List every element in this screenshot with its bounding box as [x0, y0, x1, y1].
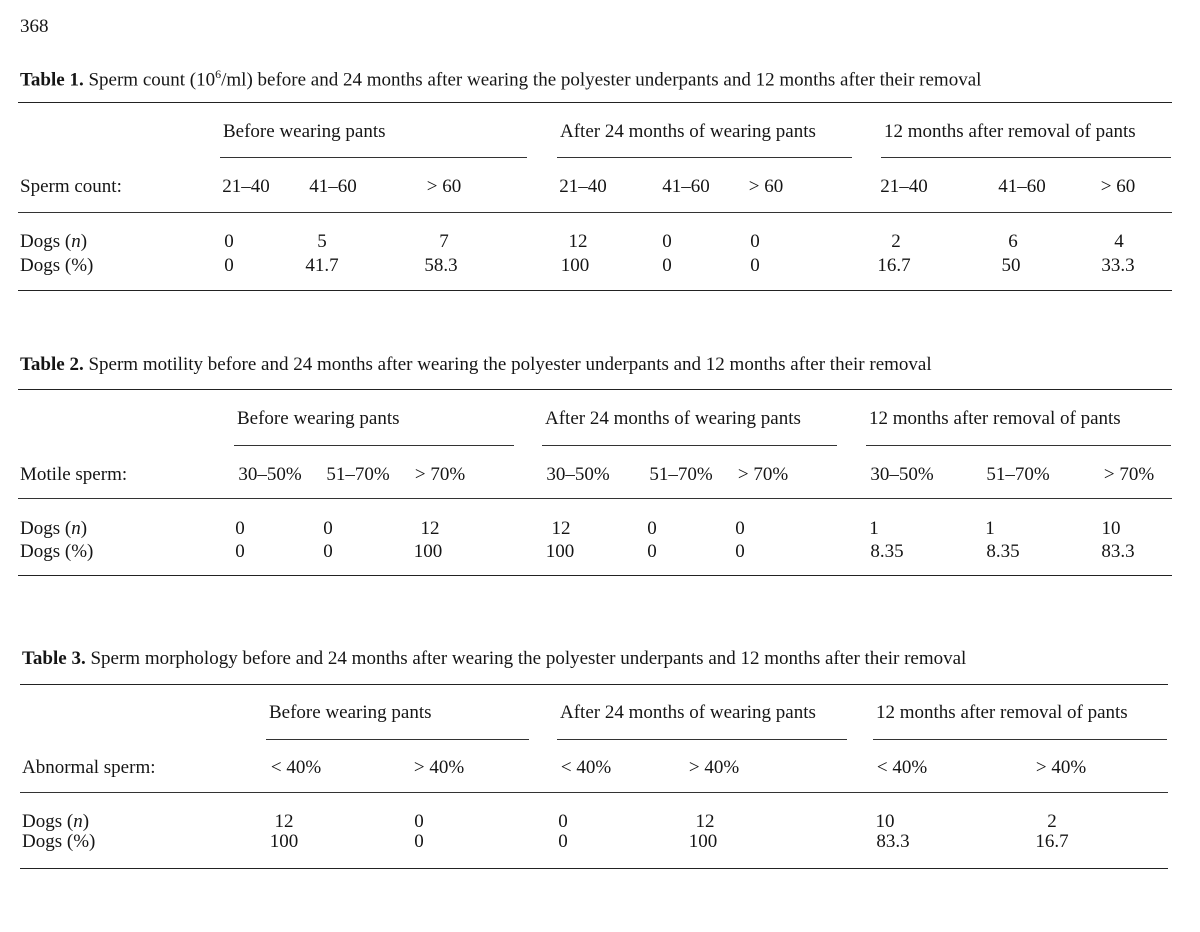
- table3-cell-n: 12: [274, 811, 294, 832]
- table2-header-rule: [18, 498, 1172, 499]
- table3-subcol: < 40%: [560, 757, 612, 778]
- table3-group-rule-after24: [557, 739, 847, 740]
- table2-cell-n: 0: [235, 518, 245, 539]
- table2-caption-label: Table 2.: [20, 354, 84, 375]
- table1-group-rule-before: [220, 157, 527, 158]
- table1-group-before: Before wearing pants: [223, 121, 386, 142]
- table2-subcol: > 70%: [737, 464, 789, 485]
- table2-cell-n: 0: [323, 518, 333, 539]
- table1-cell-pct: 0: [662, 255, 672, 276]
- table1-cell-n: 7: [439, 231, 449, 252]
- table1-cell-n: 12: [568, 231, 588, 252]
- table1-cell-n: 2: [891, 231, 901, 252]
- table2-cell-pct: 0: [323, 541, 333, 562]
- table2-group-removal: 12 months after removal of pants: [869, 408, 1121, 429]
- table2-group-rule-removal: [866, 445, 1171, 446]
- table1-cell-pct: 41.7: [305, 255, 339, 276]
- table3-group-removal: 12 months after removal of pants: [876, 702, 1128, 723]
- table2-cell-n: 10: [1101, 518, 1121, 539]
- table2-bottom-rule: [18, 575, 1172, 576]
- table1-cell-pct: 0: [224, 255, 234, 276]
- table3-cell-pct: 16.7: [1035, 831, 1069, 852]
- table2-row-header: Motile sperm:: [20, 464, 128, 485]
- table1-subcol: > 60: [748, 176, 784, 197]
- table2-cell-pct: 8.35: [986, 541, 1020, 562]
- table3-cell-pct: 0: [558, 831, 568, 852]
- table1-subcol: > 60: [426, 176, 462, 197]
- table1-subcol: 41–60: [998, 176, 1046, 197]
- table1-cell-pct: 33.3: [1101, 255, 1135, 276]
- table3-cell-n: 12: [695, 811, 715, 832]
- table1-group-after24: After 24 months of wearing pants: [560, 121, 816, 142]
- table1-bottom-rule: [18, 290, 1172, 291]
- table2-group-before: Before wearing pants: [237, 408, 400, 429]
- table2-cell-n: 1: [985, 518, 995, 539]
- table3-top-rule: [20, 684, 1168, 685]
- table3-group-after24: After 24 months of wearing pants: [560, 702, 816, 723]
- table2-subcol: 30–50%: [546, 464, 610, 485]
- table3-row-label-n: Dogs (n): [22, 811, 90, 832]
- table1-subcol: 41–60: [309, 176, 357, 197]
- table2-subcol: 30–50%: [870, 464, 934, 485]
- table1-cell-n: 0: [224, 231, 234, 252]
- table3-header-rule: [20, 792, 1168, 793]
- table2-group-after24: After 24 months of wearing pants: [545, 408, 801, 429]
- table2-cell-n: 1: [869, 518, 879, 539]
- table3-cell-pct: 100: [269, 831, 299, 852]
- table3-cell-pct: 100: [688, 831, 718, 852]
- table2-group-rule-after24: [542, 445, 837, 446]
- table3-caption-text: Sperm morphology before and 24 months after wearing the polyester underpants and 12 months after their removal: [85, 648, 967, 669]
- table3-bottom-rule: [20, 868, 1168, 869]
- table2-cell-pct: 0: [235, 541, 245, 562]
- table2-cell-pct: 83.3: [1101, 541, 1135, 562]
- table1-row-label-n: Dogs (n): [20, 231, 88, 252]
- table1-cell-n: 6: [1008, 231, 1018, 252]
- table2-subcol: > 70%: [414, 464, 466, 485]
- table3-caption-label: Table 3.: [22, 648, 86, 669]
- table2-subcol: 51–70%: [986, 464, 1050, 485]
- table2-subcol: 30–50%: [238, 464, 302, 485]
- table1-cell-pct: 50: [1001, 255, 1021, 276]
- table1-subcol: 21–40: [880, 176, 928, 197]
- table2-row-label-pct: Dogs (%): [20, 541, 94, 562]
- table3-cell-n: 0: [558, 811, 568, 832]
- table1-group-rule-removal: [881, 157, 1171, 158]
- table1-cell-pct: 16.7: [877, 255, 911, 276]
- table2-caption-text: Sperm motility before and 24 months after wearing the polyester underpants and 12 months after their removal: [83, 354, 932, 375]
- table1-cell-n: 0: [750, 231, 760, 252]
- table3-cell-n: 0: [414, 811, 424, 832]
- table1-caption-exponent: 6: [215, 67, 222, 81]
- table2-cell-pct: 8.35: [870, 541, 904, 562]
- table2-subcol: 51–70%: [649, 464, 713, 485]
- table1-cell-n: 5: [317, 231, 327, 252]
- table3-cell-pct: 0: [414, 831, 424, 852]
- table1-caption-text-end: /ml) before and 24 months after wearing the polyester underpants and 12 months after their removal: [221, 69, 982, 91]
- table2-subcol: > 70%: [1103, 464, 1155, 485]
- table2-cell-n: 12: [420, 518, 440, 539]
- table1-group-rule-after24: [557, 157, 852, 158]
- table2-cell-pct: 0: [735, 541, 745, 562]
- table3-cell-n: 2: [1047, 811, 1057, 832]
- table1-header-rule: [18, 212, 1172, 213]
- table1-top-rule: [18, 102, 1172, 103]
- table1-cell-n: 0: [662, 231, 672, 252]
- page-number: 368: [20, 16, 49, 37]
- table3-group-before: Before wearing pants: [269, 702, 432, 723]
- table1-cell-pct: 0: [750, 255, 760, 276]
- table1-row-label-pct: Dogs (%): [20, 255, 94, 276]
- table1-caption-text: Sperm count (10: [83, 69, 216, 91]
- table3-subcol: < 40%: [270, 757, 322, 778]
- table3-cell-pct: 83.3: [876, 831, 910, 852]
- table1-subcol: 21–40: [222, 176, 270, 197]
- table1-subcol: 41–60: [662, 176, 710, 197]
- table1-subcol: > 60: [1100, 176, 1136, 197]
- table3-caption: [22, 649, 966, 668]
- table1-cell-pct: 58.3: [424, 255, 458, 276]
- table2-group-rule-before: [234, 445, 514, 446]
- table2-top-rule: [18, 389, 1172, 390]
- table2-row-label-n: Dogs (n): [20, 518, 88, 539]
- table2-cell-pct: 100: [545, 541, 575, 562]
- table3-subcol: > 40%: [688, 757, 740, 778]
- table3-cell-n: 10: [875, 811, 895, 832]
- table2-caption: [20, 355, 932, 374]
- table3-subcol: < 40%: [876, 757, 928, 778]
- table1-caption-label: Table 1.: [20, 69, 84, 91]
- table3-group-rule-removal: [873, 739, 1167, 740]
- table2-cell-pct: 0: [647, 541, 657, 562]
- table1-subcol: 21–40: [559, 176, 607, 197]
- table1-cell-pct: 100: [560, 255, 590, 276]
- table3-group-rule-before: [266, 739, 529, 740]
- table3-row-label-pct: Dogs (%): [22, 831, 96, 852]
- table3-subcol: > 40%: [1035, 757, 1087, 778]
- table2-cell-n: 0: [647, 518, 657, 539]
- table3-subcol: > 40%: [413, 757, 465, 778]
- table2-cell-n: 0: [735, 518, 745, 539]
- table1-row-header: Sperm count:: [20, 176, 122, 197]
- table3-row-header: Abnormal sperm:: [22, 757, 156, 778]
- table2-subcol: 51–70%: [326, 464, 390, 485]
- table1-caption: [20, 68, 981, 89]
- table1-cell-n: 4: [1114, 231, 1124, 252]
- table2-cell-pct: 100: [413, 541, 443, 562]
- table2-cell-n: 12: [551, 518, 571, 539]
- table1-group-removal: 12 months after removal of pants: [884, 121, 1136, 142]
